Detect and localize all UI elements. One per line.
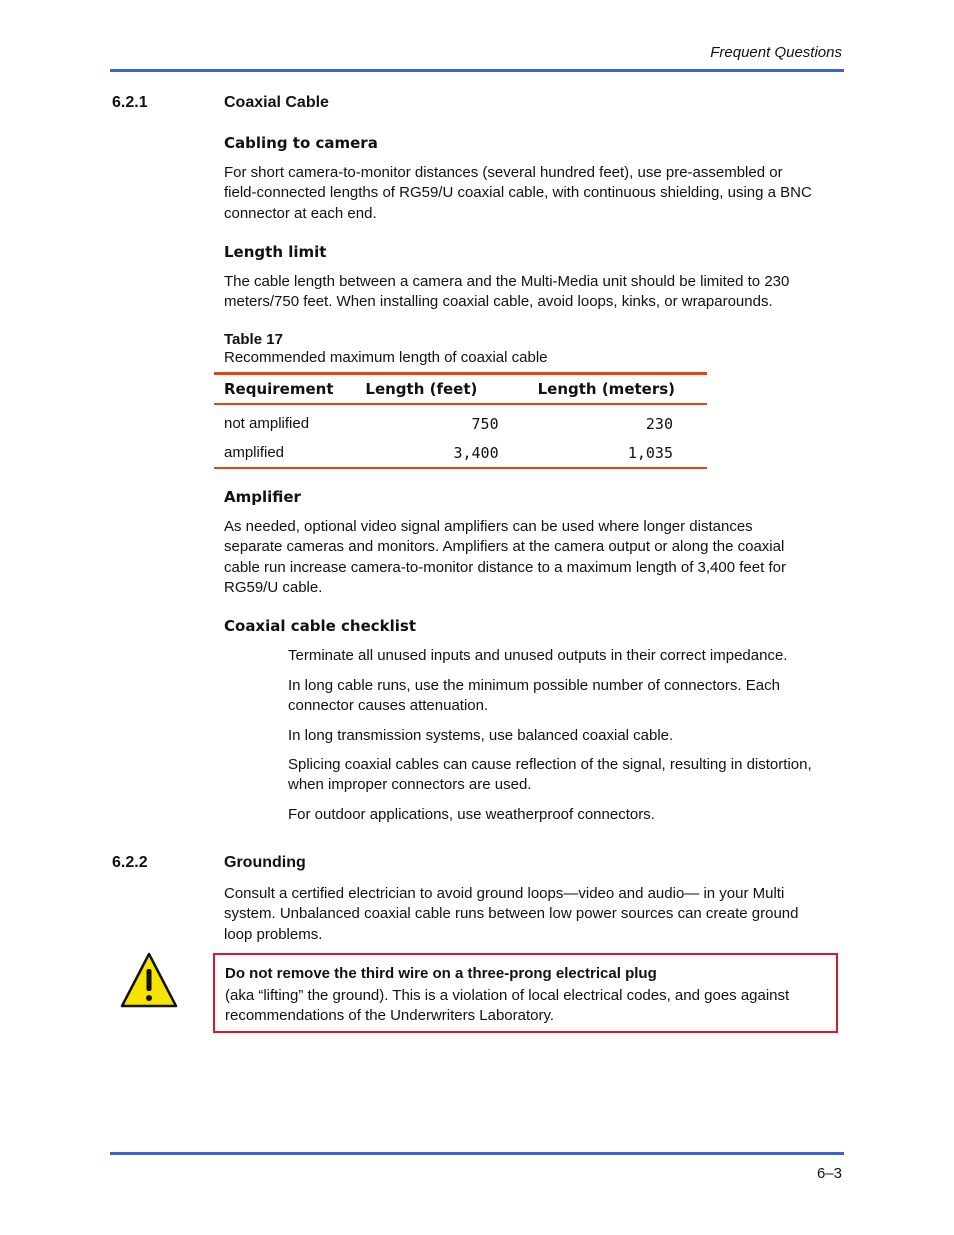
text-line: (aka “lifting” the ground). This is a violation of local electrical codes, and goes against [225,987,790,1004]
paragraph-length-limit [224,272,846,313]
paragraph-amplifier [224,517,846,598]
list-item [288,755,844,796]
table-cell: 1,035 [627,443,673,462]
text-line: In long cable runs, use the minimum possible number of connectors. Each [288,677,780,694]
text-line: separate cameras and monitors. Amplifiers at the camera output or along the coaxial [224,538,785,556]
subheading-checklist: Coaxial cable checklist [224,617,417,635]
text-line: meters/750 feet. When installing coaxial cable, avoid loops, kinks, or wraparounds. [224,293,773,311]
table-label: Table 17 [224,331,283,348]
table-cell: 230 [645,414,673,433]
table-cell: 3,400 [453,443,499,462]
table-row [214,438,707,468]
text-line: In long transmission systems, use balanced coaxial cable. [288,727,674,744]
text-line: As needed, optional video signal amplifiers can be used where longer distances [224,518,753,535]
text-line: connector at each end. [224,204,377,222]
subheading-amplifier: Amplifier [224,488,301,506]
coax-length-table [214,372,707,469]
section-title: Grounding [224,854,306,871]
paragraph-grounding [224,884,846,945]
page-number: 6–3 [816,1165,842,1182]
subheading-length-limit: Length limit [224,243,327,261]
section-number: 6.2.2 [112,854,148,871]
list-item [288,676,844,717]
footer-rule [110,1152,844,1155]
warning-triangle-icon [120,952,178,1008]
text-line: cable run increase camera-to-monitor distance to a maximum length of 3,400 feet for [224,558,786,576]
text-line: when improper connectors are used. [288,776,532,794]
text-line: loop problems. [224,925,323,943]
text-line: Consult a certified electrician to avoid ground loops—video and audio— in your Multi [224,885,785,902]
column-header: Requirement [224,380,334,398]
list-item [288,646,844,666]
table-row [214,404,707,438]
warning-text [225,986,830,1026]
header-rule [110,69,844,72]
table-cell: amplified [224,444,285,461]
table-header-row [214,374,707,405]
table-caption-text: Recommended maximum length of coaxial cable [224,349,548,366]
warning-box [213,953,838,1033]
section-title: Coaxial Cable [224,94,329,111]
table-cell: not amplified [224,415,310,432]
text-line: system. Unbalanced coaxial cable runs between low power sources can create ground [224,905,799,923]
subheading-cabling: Cabling to camera [224,134,378,152]
text-line: For outdoor applications, use weatherproof connectors. [288,806,655,823]
text-line: field-connected lengths of RG59/U coaxial cable, with continuous shielding, using a BNC [224,184,812,202]
text-line: The cable length between a camera and the Multi-Media unit should be limited to 230 [224,273,790,290]
text-line: recommendations of the Underwriters Laboratory. [225,1007,555,1024]
text-line: Terminate all unused inputs and unused outputs in their correct impedance. [288,647,788,664]
table-cell: 750 [471,414,499,433]
list-item [288,726,844,746]
running-header: Frequent Questions [710,44,842,61]
text-line: RG59/U cable. [224,578,323,596]
warning-title: Do not remove the third wire on a three-prong electrical plug [225,965,657,982]
text-line: connector causes attenuation. [288,697,489,715]
paragraph-cabling [224,163,846,224]
list-item [288,805,844,825]
column-header: Length (meters) [537,380,676,398]
text-line: Splicing coaxial cables can cause reflection of the signal, resulting in distortion, [288,756,812,773]
text-line: For short camera-to-monitor distances (several hundred feet), use pre-assembled or [224,164,783,181]
column-header: Length (feet) [365,380,478,398]
table-caption [224,331,548,367]
section-number: 6.2.1 [112,94,148,111]
